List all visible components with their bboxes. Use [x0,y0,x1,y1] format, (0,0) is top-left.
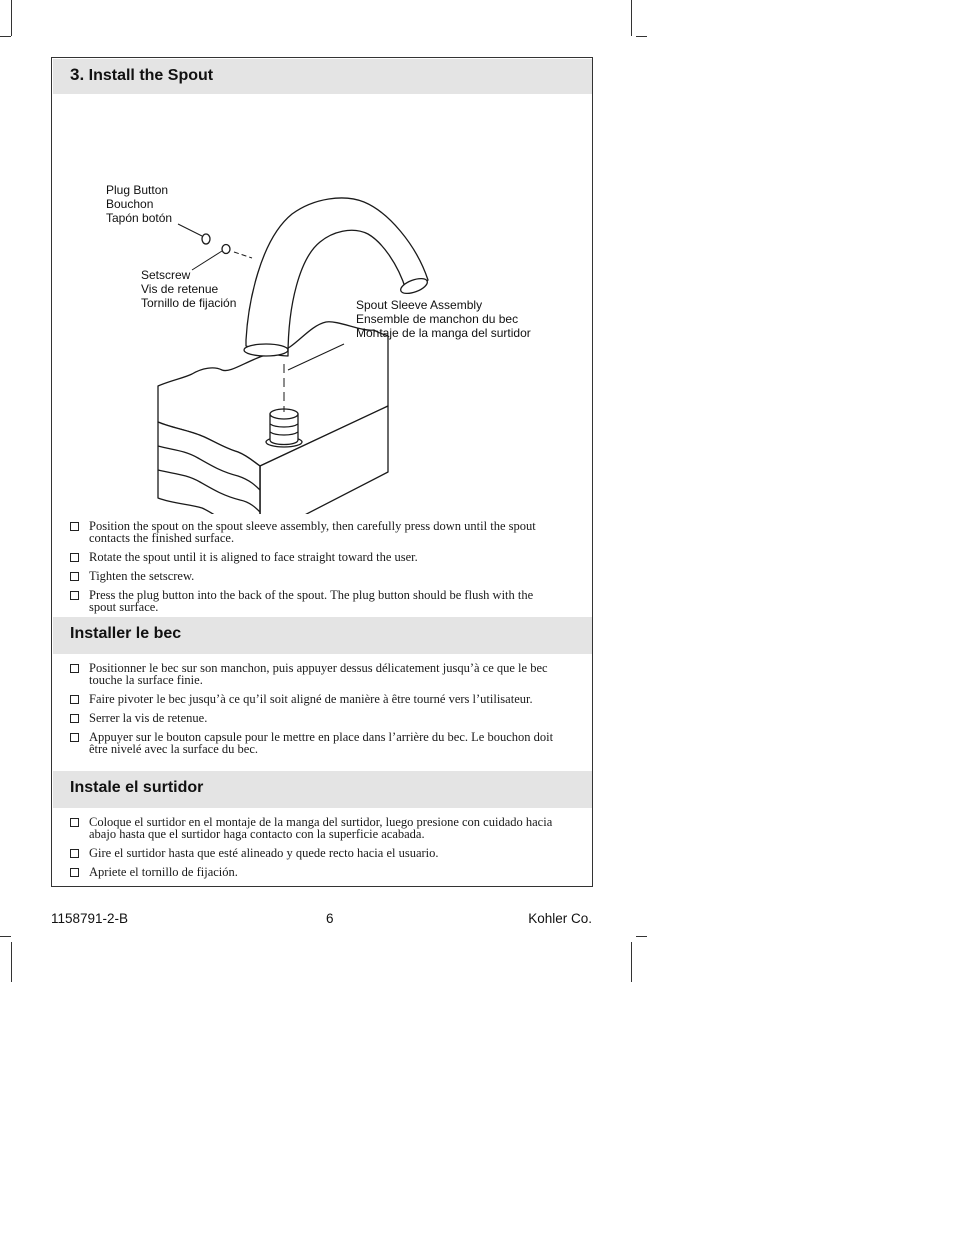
section-title-spanish: Instale el surtidor [70,779,204,796]
list-item: Position the spout on the spout sleeve assembly, then carefully press down until the spout contacts the finished surface. [69,520,559,544]
list-item: Appuyer sur le bouton capsule pour le mettre en place dans l’arrière du bec. Le bouchon doit être nivelé avec la surface du bec. [69,731,559,755]
crop-mark [11,942,12,982]
section-title-english [70,65,213,85]
company-name: Kohler Co. [528,911,592,926]
steps-list-spanish [69,816,559,885]
document-number: 1158791-2-B [51,911,129,926]
checkbox-icon [70,522,79,531]
steps-list-english [69,520,559,620]
checkbox-icon [70,868,79,877]
section-header-french [53,617,592,654]
list-item: Gire el surtidor hasta que esté alineado y quede recto hacia el usuario. [69,847,559,859]
checkbox-icon [70,714,79,723]
list-item: Faire pivoter le bec jusqu’à ce qu’il soit aligné de manière à être tourné vers l’utilisateur. [69,693,559,705]
checkbox-icon [70,849,79,858]
spout-base-ring [244,344,288,356]
list-item: Rotate the spout until it is aligned to face straight toward the user. [69,551,559,563]
checkbox-icon [70,553,79,562]
checkbox-icon [70,695,79,704]
list-item: Tighten the setscrew. [69,570,559,582]
checkbox-icon [70,818,79,827]
crop-mark [11,0,12,36]
step-number: 3. [70,65,85,84]
plug-button-part [202,234,210,244]
crop-mark [636,36,647,37]
list-item: Serrer la vis de retenue. [69,712,559,724]
section-header-english [53,59,592,94]
list-item: Coloque el surtidor en el montaje de la manga del surtidor, luego presione con cuidado hacia abajo hasta que el surtidor haga contacto con la superficie acabada. [69,816,559,840]
crop-mark [631,0,632,36]
checkbox-icon [70,572,79,581]
page-number: 6 [326,911,334,926]
crop-mark [0,36,11,37]
list-item: Positionner le bec sur son manchon, puis appuyer dessus délicatement jusqu’à ce que le bec touche la surface finie. [69,662,559,686]
spout-sleeve-callout: Spout Sleeve Assembly Ensemble de manchon du bec Montaje de la manga del surtidor [356,298,531,340]
crop-mark [636,936,647,937]
section-title-french: Installer le bec [70,625,182,642]
instruction-panel [51,57,593,887]
setscrew-callout: Setscrew Vis de retenue Tornillo de fijación [141,268,237,310]
step-title: Install the Spout [88,67,214,84]
steps-list-french [69,662,559,762]
checkbox-icon [70,733,79,742]
crop-mark [0,936,11,937]
checkbox-icon [70,591,79,600]
setscrew-part [222,245,230,254]
plug-button-callout: Plug Button Bouchon Tapón botón [106,183,173,225]
section-header-spanish [53,771,592,808]
spout-installation-diagram [52,94,592,514]
crop-mark [631,942,632,982]
list-item: Apriete el tornillo de fijación. [69,866,559,878]
checkbox-icon [70,664,79,673]
list-item: Press the plug button into the back of the spout. The plug button should be flush with the spout surface. [69,589,559,613]
